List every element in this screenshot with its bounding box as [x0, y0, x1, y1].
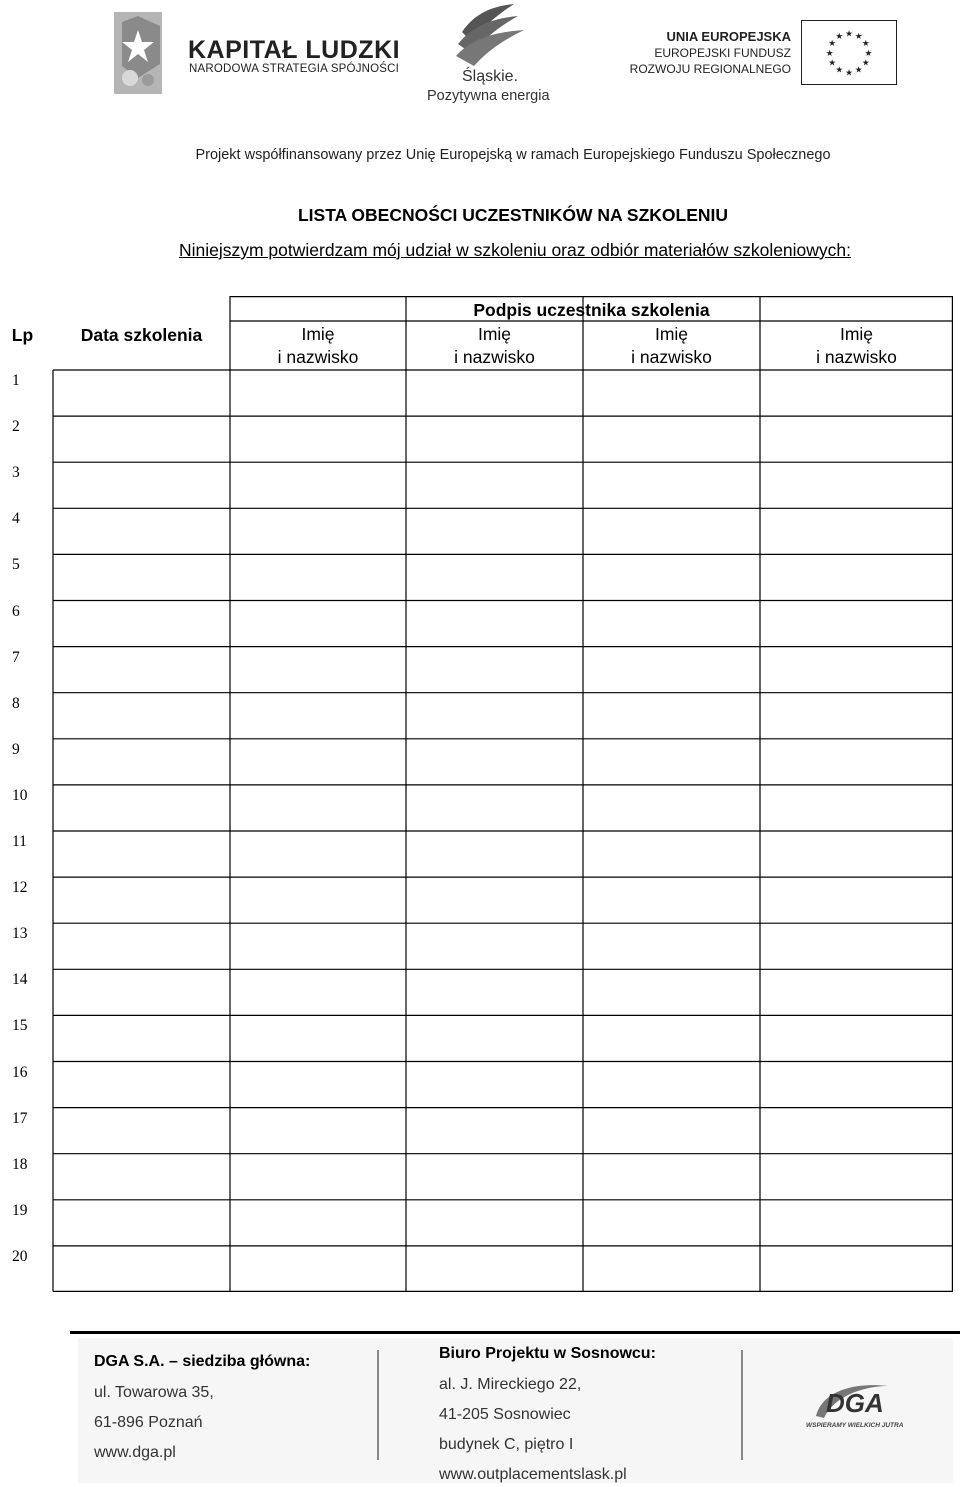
column-header-name-1: Imię i nazwisko	[277, 324, 359, 367]
column-header-date: Data szkolenia	[80, 325, 203, 345]
document-subtitle: Niniejszym potwierdzam mój udział w szkoleniu oraz odbiór materiałów szkoleniowych:	[178, 240, 852, 260]
row-number: 7	[12, 648, 20, 666]
kapital-ludzki-logo-mark	[108, 8, 166, 96]
row-number: 5	[12, 556, 20, 574]
row-number: 10	[12, 786, 28, 804]
row-number: 11	[12, 833, 27, 850]
row-number: 3	[12, 464, 20, 482]
eu-star-icon: ★	[828, 57, 837, 68]
footer-office-web-link[interactable]: www.outplacementslask.pl	[439, 1466, 627, 1483]
row-number: 8	[12, 694, 20, 712]
row-number: 19	[12, 1201, 28, 1219]
column-header-name-3: Imię i nazwisko	[631, 324, 712, 367]
footer-hq-city: 61-896 Poznań	[94, 1414, 203, 1431]
row-number: 17	[12, 1109, 28, 1127]
row-number: 15	[12, 1017, 28, 1035]
eu-star-icon: ★	[845, 28, 853, 39]
row-number: 1	[12, 372, 20, 389]
footer-office-city: 41-205 Sosnowiec	[439, 1406, 571, 1423]
column-header-name-4: Imię i nazwisko	[816, 324, 897, 367]
row-number: 2	[12, 418, 20, 436]
eu-star-icon: ★	[854, 64, 863, 75]
eu-star-icon: ★	[828, 38, 837, 49]
row-number: 20	[12, 1247, 28, 1265]
eu-flag-icon	[801, 20, 897, 85]
footer-rule	[70, 1331, 960, 1334]
footer-hq-web-link[interactable]: www.dga.pl	[94, 1444, 176, 1461]
eu-line-2: EUROPEJSKI FUNDUSZ	[654, 46, 791, 60]
group-header-signature: Podpis uczestnika szkolenia	[473, 300, 710, 320]
column-header-lp: Lp	[11, 325, 34, 345]
eu-star-icon: ★	[861, 38, 870, 49]
attendance-table	[0, 296, 953, 1292]
row-number: 12	[12, 879, 28, 897]
svg-text:DGA: DGA	[826, 1388, 884, 1418]
footer-office-building: budynek C, piętro I	[439, 1436, 574, 1453]
eu-star-icon: ★	[845, 67, 853, 78]
eu-star-icon: ★	[861, 57, 870, 68]
footer-office-heading: Biuro Projektu w Sosnowcu:	[439, 1345, 656, 1362]
row-number: 18	[12, 1155, 28, 1173]
row-number: 9	[12, 740, 20, 758]
row-number: 16	[12, 1063, 28, 1081]
kapital-ludzki-subtitle: NARODOWA STRATEGIA SPÓJNOŚCI	[189, 63, 400, 75]
project-cofinancing-line: Projekt współfinansowany przez Unię Europejską w ramach Europejskiego Funduszu Społecznego	[195, 147, 831, 163]
eu-star-icon: ★	[854, 31, 863, 42]
slaskie-logo-mark	[452, 2, 532, 68]
row-number: 13	[12, 925, 28, 943]
eu-line-3: ROZWOJU REGIONALNEGO	[629, 62, 791, 76]
kapital-ludzki-title: KAPITAŁ LUDZKI	[188, 36, 401, 64]
row-number: 6	[12, 602, 20, 620]
dga-tagline: WSPIERAMY WIELKICH JUTRA	[806, 1422, 904, 1429]
eu-star-icon: ★	[835, 64, 844, 75]
eu-star-icon: ★	[864, 47, 873, 58]
footer-hq-street: ul. Towarowa 35,	[94, 1384, 214, 1401]
column-header-name-2: Imię i nazwisko	[454, 324, 535, 367]
eu-star-icon: ★	[835, 31, 844, 42]
footer-office-street: al. J. Mireckiego 22,	[439, 1376, 582, 1393]
eu-star-icon: ★	[825, 47, 834, 58]
attendance-table-grid	[0, 296, 953, 1292]
footer-divider-1	[377, 1350, 379, 1460]
document-title: LISTA OBECNOŚCI UCZESTNIKÓW NA SZKOLENIU	[297, 205, 729, 225]
eu-line-1: UNIA EUROPEJSKA	[666, 29, 791, 44]
footer-hq-heading: DGA S.A. – siedziba główna:	[94, 1353, 311, 1370]
footer-divider-2	[741, 1350, 743, 1460]
row-number: 14	[12, 971, 28, 989]
slaskie-tagline: Pozytywna energia	[427, 88, 550, 104]
slaskie-name: Śląskie.	[462, 68, 519, 85]
row-number: 4	[12, 510, 20, 528]
